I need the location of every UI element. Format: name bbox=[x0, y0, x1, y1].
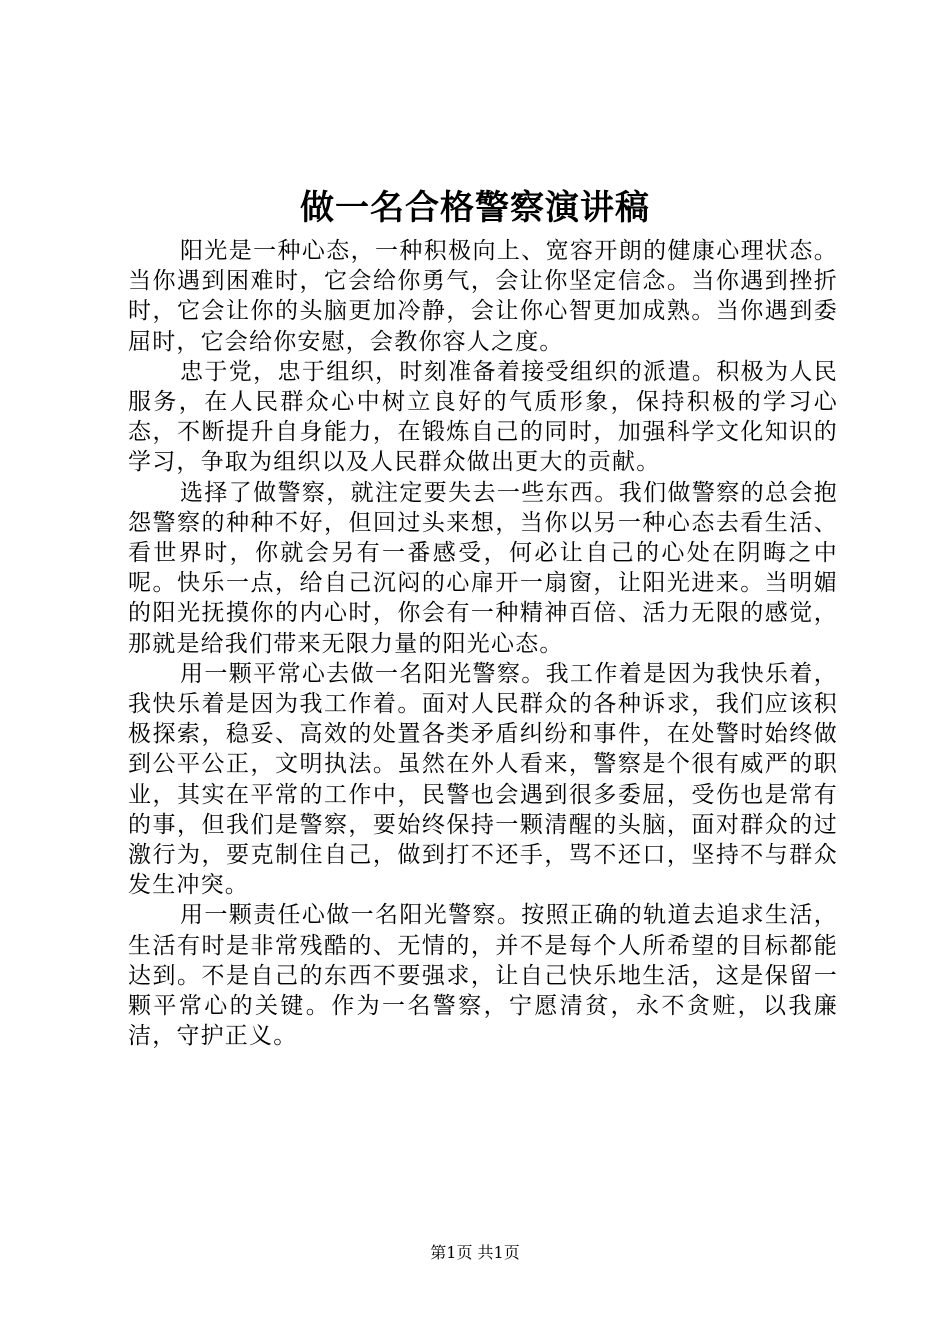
paragraph-1: 阳光是一种心态，一种积极向上、宽容开朗的健康心理状态。当你遇到困难时，它会给你勇气，会让你坚定信念。当你遇到挫折时，它会让你的头脑更加冷静，会让你心智更加成熟。当你遇到委屈时，它会给你安慰，会教你容人之度。 bbox=[128, 238, 838, 355]
page-footer: 第1页 共1页 bbox=[430, 1243, 520, 1262]
paragraph-3: 选择了做警察，就注定要失去一些东西。我们做警察的总会抱怨警察的种种不好，但回过头来想，当你以另一种心态去看生活、看世界时，你就会另有一番感受，何必让自己的心处在阴晦之中呢。快乐一点，给自己沉闷的心扉开一扇窗，让阳光进来。当明媚的阳光抚摸你的内心时，你会有一种精神百倍、活力无限的感觉，那就是给我们带来无限力量的阳光心态。 bbox=[128, 479, 838, 657]
paragraph-5: 用一颗责任心做一名阳光警察。按照正确的轨道去追求生活，生活有时是非常残酷的、无情的，并不是每个人所希望的目标都能达到。不是自己的东西不要强求，让自己快乐地生活，这是保留一颗平常心的关键。作为一名警察，宁愿清贫，永不贪赃，以我廉洁，守护正义。 bbox=[128, 902, 838, 1050]
paragraph-4: 用一颗平常心去做一名阳光警察。我工作着是因为我快乐着，我快乐着是因为我工作着。面对人民群众的各种诉求，我们应该积极探索，稳妥、高效的处置各类矛盾纠纷和事件，在处警时始终做到公平公正，文明执法。虽然在外人看来，警察是个很有威严的职业，其实在平常的工作中，民警也会遇到很多委屈，受伤也是常有的事，但我们是警察，要始终保持一颗清醒的头脑，面对群众的过激行为，要克制住自己，做到打不还手，骂不还口，坚持不与群众发生冲突。 bbox=[128, 660, 838, 899]
document-title: 做一名合格警察演讲稿 bbox=[300, 188, 650, 228]
paragraph-2: 忠于党，忠于组织，时刻准备着接受组织的派遣。积极为人民服务，在人民群众心中树立良好的气质形象，保持积极的学习心态，不断提升自身能力，在锻炼自己的同时，加强科学文化知识的学习，争取为组织以及人民群众做出更大的贡献。 bbox=[128, 358, 838, 476]
document-body bbox=[128, 236, 838, 1051]
